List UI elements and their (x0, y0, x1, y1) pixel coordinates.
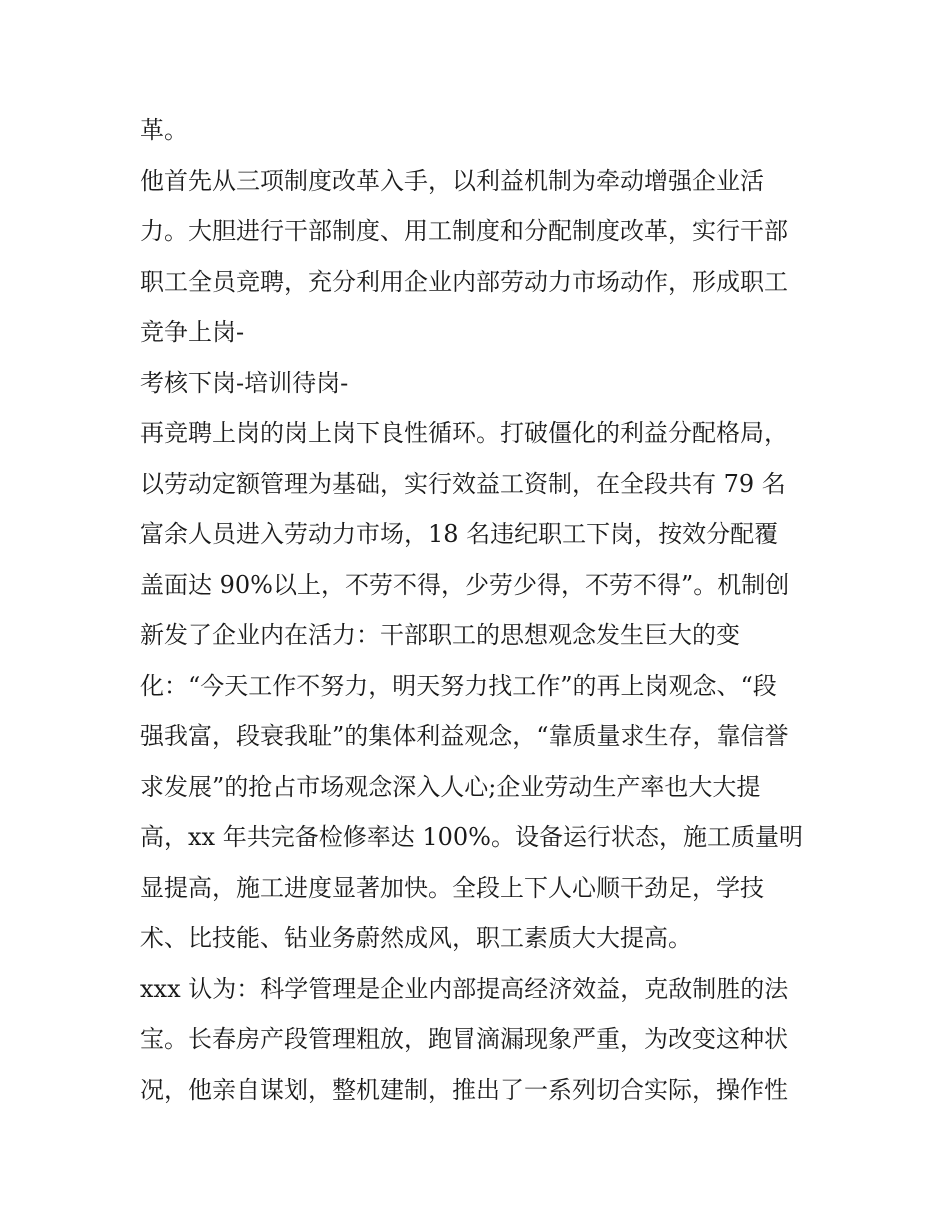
text-line: 显提高，施工进度显著加快。全段上下人心顺干劲足，学技 (140, 873, 764, 902)
text-line: 况，他亲自谋划，整机建制，推出了一系列切合实际，操作性 (140, 1075, 788, 1104)
text-line: 强我富，段衰我耻”的集体利益观念，“靠质量求生存，靠信誉 (140, 722, 789, 750)
text-line: 宝。长春房产段管理粗放，跑冒滴漏现象严重，为改变这种状 (140, 1025, 788, 1053)
text-line: 他首先从三项制度改革入手，以利益机制为牵动增强企业活 (140, 166, 764, 195)
text-line: 新发了企业内在活力：干部职工的思想观念发生巨大的变 (140, 621, 740, 649)
text-line: 术、比技能、钻业务蔚然成风，职工素质大大提高。 (140, 924, 692, 952)
text-line: 求发展”的抢占市场观念深入人心;企业劳动生产率也大大提 (140, 772, 761, 801)
text-line: 竞争上岗- (140, 318, 245, 346)
text-line: 再竞聘上岗的岗上岗下良性循环。打破僵化的利益分配格局， (140, 419, 788, 447)
body-text (140, 105, 820, 1115)
text-line: xxx 认为：科学管理是企业内部提高经济效益，克敌制胜的法 (140, 974, 789, 1003)
text-line: 考核下岗-培训待岗- (140, 368, 349, 397)
text-line: 力。大胆进行干部制度、用工制度和分配制度改革，实行干部 (140, 217, 788, 245)
text-line: 高，xx 年共完备检修率达 100%。设备运行状态，施工质量明 (140, 823, 803, 851)
text-line: 化：“今天工作不努力，明天努力找工作”的再上岗观念、“段 (140, 671, 777, 700)
text-line: 职工全员竞聘，充分利用企业内部劳动力市场动作，形成职工 (140, 267, 788, 296)
text-line: 富余人员进入劳动力市场，18 名违纪职工下岗，按效分配覆 (140, 520, 779, 548)
text-line: 以劳动定额管理为基础，实行效益工资制，在全段共有 79 名 (140, 469, 786, 498)
text-line: 革。 (140, 116, 188, 144)
text-line: 盖面达 90%以上，不劳不得，少劳少得，不劳不得”。机制创 (140, 570, 790, 599)
